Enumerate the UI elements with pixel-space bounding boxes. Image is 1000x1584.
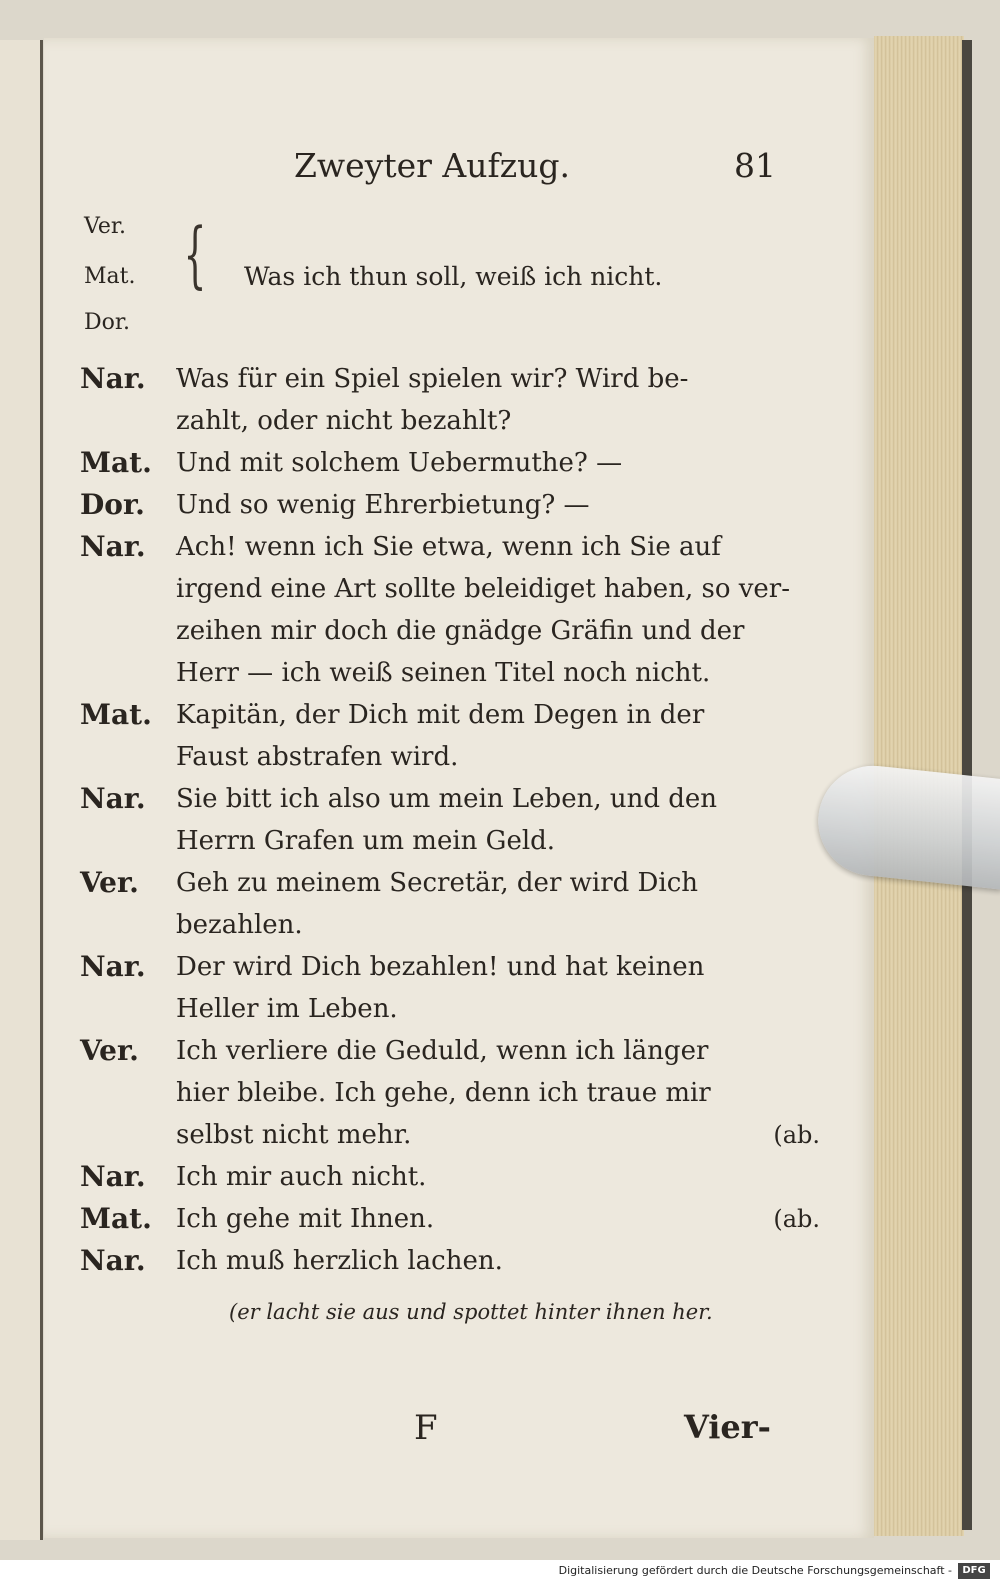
dialogue-entry [80,1030,820,1156]
dialogue-entry [80,484,820,526]
speech [176,694,820,778]
speech-line [176,358,820,400]
speech-text: Faust abstrafen wird. [176,742,459,772]
left-page-edge [0,40,43,1540]
speech-text: Ich gehe mit Ihnen. [176,1204,435,1234]
speech-text: Ich mir auch nicht. [176,1162,427,1192]
speech-line [176,442,820,484]
dialogue-entry [80,358,820,442]
speech [176,1156,820,1198]
speech-text: Sie bitt ich also um mein Leben, und den [176,784,718,814]
dfg-logo: DFG [958,1563,990,1579]
speech [176,442,820,484]
speech-line [176,526,820,568]
speech [176,946,820,1030]
speech-text: Der wird Dich bezahlen! und hat keinen [176,952,705,982]
speech [176,862,820,946]
speech-line [176,988,820,1030]
speech-text: Ach! wenn ich Sie etwa, wenn ich Sie auf [176,532,721,562]
dialogue-entry [80,442,820,484]
speech-line [176,694,820,736]
catchword: Vier- [684,1408,771,1446]
speaker-name: Nar. [80,1160,146,1193]
speaker-name: Mat. [80,1202,152,1235]
speech-text: Geh zu meinem Secretär, der wird Dich [176,868,699,898]
speaker-name: Nar. [80,530,146,563]
speaker-name: Nar. [80,782,146,815]
speech-line [176,568,820,610]
credit-bar [0,1560,1000,1584]
page-header [44,146,874,196]
dialogue [80,358,820,1282]
speech-line [176,1114,820,1156]
speaker-name: Mat. [80,446,152,479]
speech-text: Ich verliere die Geduld, wenn ich länger [176,1036,709,1066]
speaker-name: Ver. [84,214,126,239]
speaker-name: Ver. [80,866,139,899]
speech-text: bezahlen. [176,910,303,940]
speech-text: Ich muß herzlich lachen. [176,1246,503,1276]
speech-line [176,652,820,694]
speaker-name: Nar. [80,1244,146,1277]
speech-line [176,1198,820,1240]
dialogue-entry [80,778,820,862]
speech-line [176,1156,820,1198]
speech [176,484,820,526]
dialogue-entry [80,526,820,694]
joint-speech [84,210,784,340]
speech-line [176,946,820,988]
dialogue-entry [80,1156,820,1198]
speaker-name: Ver. [80,1034,139,1067]
speech [176,1030,820,1156]
speech-text: zeihen mir doch die gnädge Gräfin und der [176,616,745,646]
speech-text: hier bleibe. Ich gehe, denn ich traue mir [176,1078,711,1108]
speaker-name: Dor. [80,488,145,521]
speech [176,358,820,442]
speaker-name: Dor. [84,310,130,335]
signature-mark: F [414,1408,438,1448]
speech-text: zahlt, oder nicht bezahlt? [176,406,512,436]
book-page [44,38,874,1538]
speaker-name: Nar. [80,362,146,395]
dialogue-entry [80,946,820,1030]
speech-text: selbst nicht mehr. [176,1120,412,1150]
dialogue-entry [80,694,820,778]
exit-direction: (ab. [773,1121,820,1149]
speech-line [176,820,820,862]
dialogue-entry [80,1198,820,1240]
page-number: 81 [734,146,776,185]
credit-text: Digitalisierung gefördert durch die Deutsche Forschungsgemeinschaft - [558,1564,952,1577]
speech-text: Herrn Grafen um mein Geld. [176,826,556,856]
speech-line [176,484,820,526]
speech-line [176,610,820,652]
speech [176,1240,820,1282]
speech-line [176,400,820,442]
speaker-name: Mat. [84,264,136,289]
speech-text: Heller im Leben. [176,994,398,1024]
speech [176,1198,820,1240]
speech-line [176,1240,820,1282]
dialogue-entry [80,1240,820,1282]
exit-direction: (ab. [773,1205,820,1233]
brace: { [183,212,207,296]
speech-text: Herr — ich weiß seinen Titel noch nicht. [176,658,711,688]
joint-speech-line: Was ich thun soll, weiß ich nicht. [244,262,663,291]
speech-line [176,778,820,820]
speech-text: irgend eine Art sollte beleidiget haben, so ver- [176,574,791,604]
speech-line [176,736,820,778]
speech-text: Kapitän, der Dich mit dem Degen in der [176,700,705,730]
speech-line [176,1072,820,1114]
running-title: Zweyter Aufzug. [294,146,570,185]
speech [176,778,820,862]
speech [176,526,820,694]
speech-text: Und so wenig Ehrerbietung? — [176,490,590,520]
stage-direction: (er lacht sie aus und spottet hinter ihnen her. [229,1300,713,1324]
dialogue-entry [80,862,820,946]
speech-line [176,904,820,946]
speech-text: Was für ein Spiel spielen wir? Wird be- [176,364,689,394]
speaker-name: Mat. [80,698,152,731]
speech-text: Und mit solchem Uebermuthe? — [176,448,623,478]
speaker-name: Nar. [80,950,146,983]
speech-line [176,1030,820,1072]
speech-line [176,862,820,904]
